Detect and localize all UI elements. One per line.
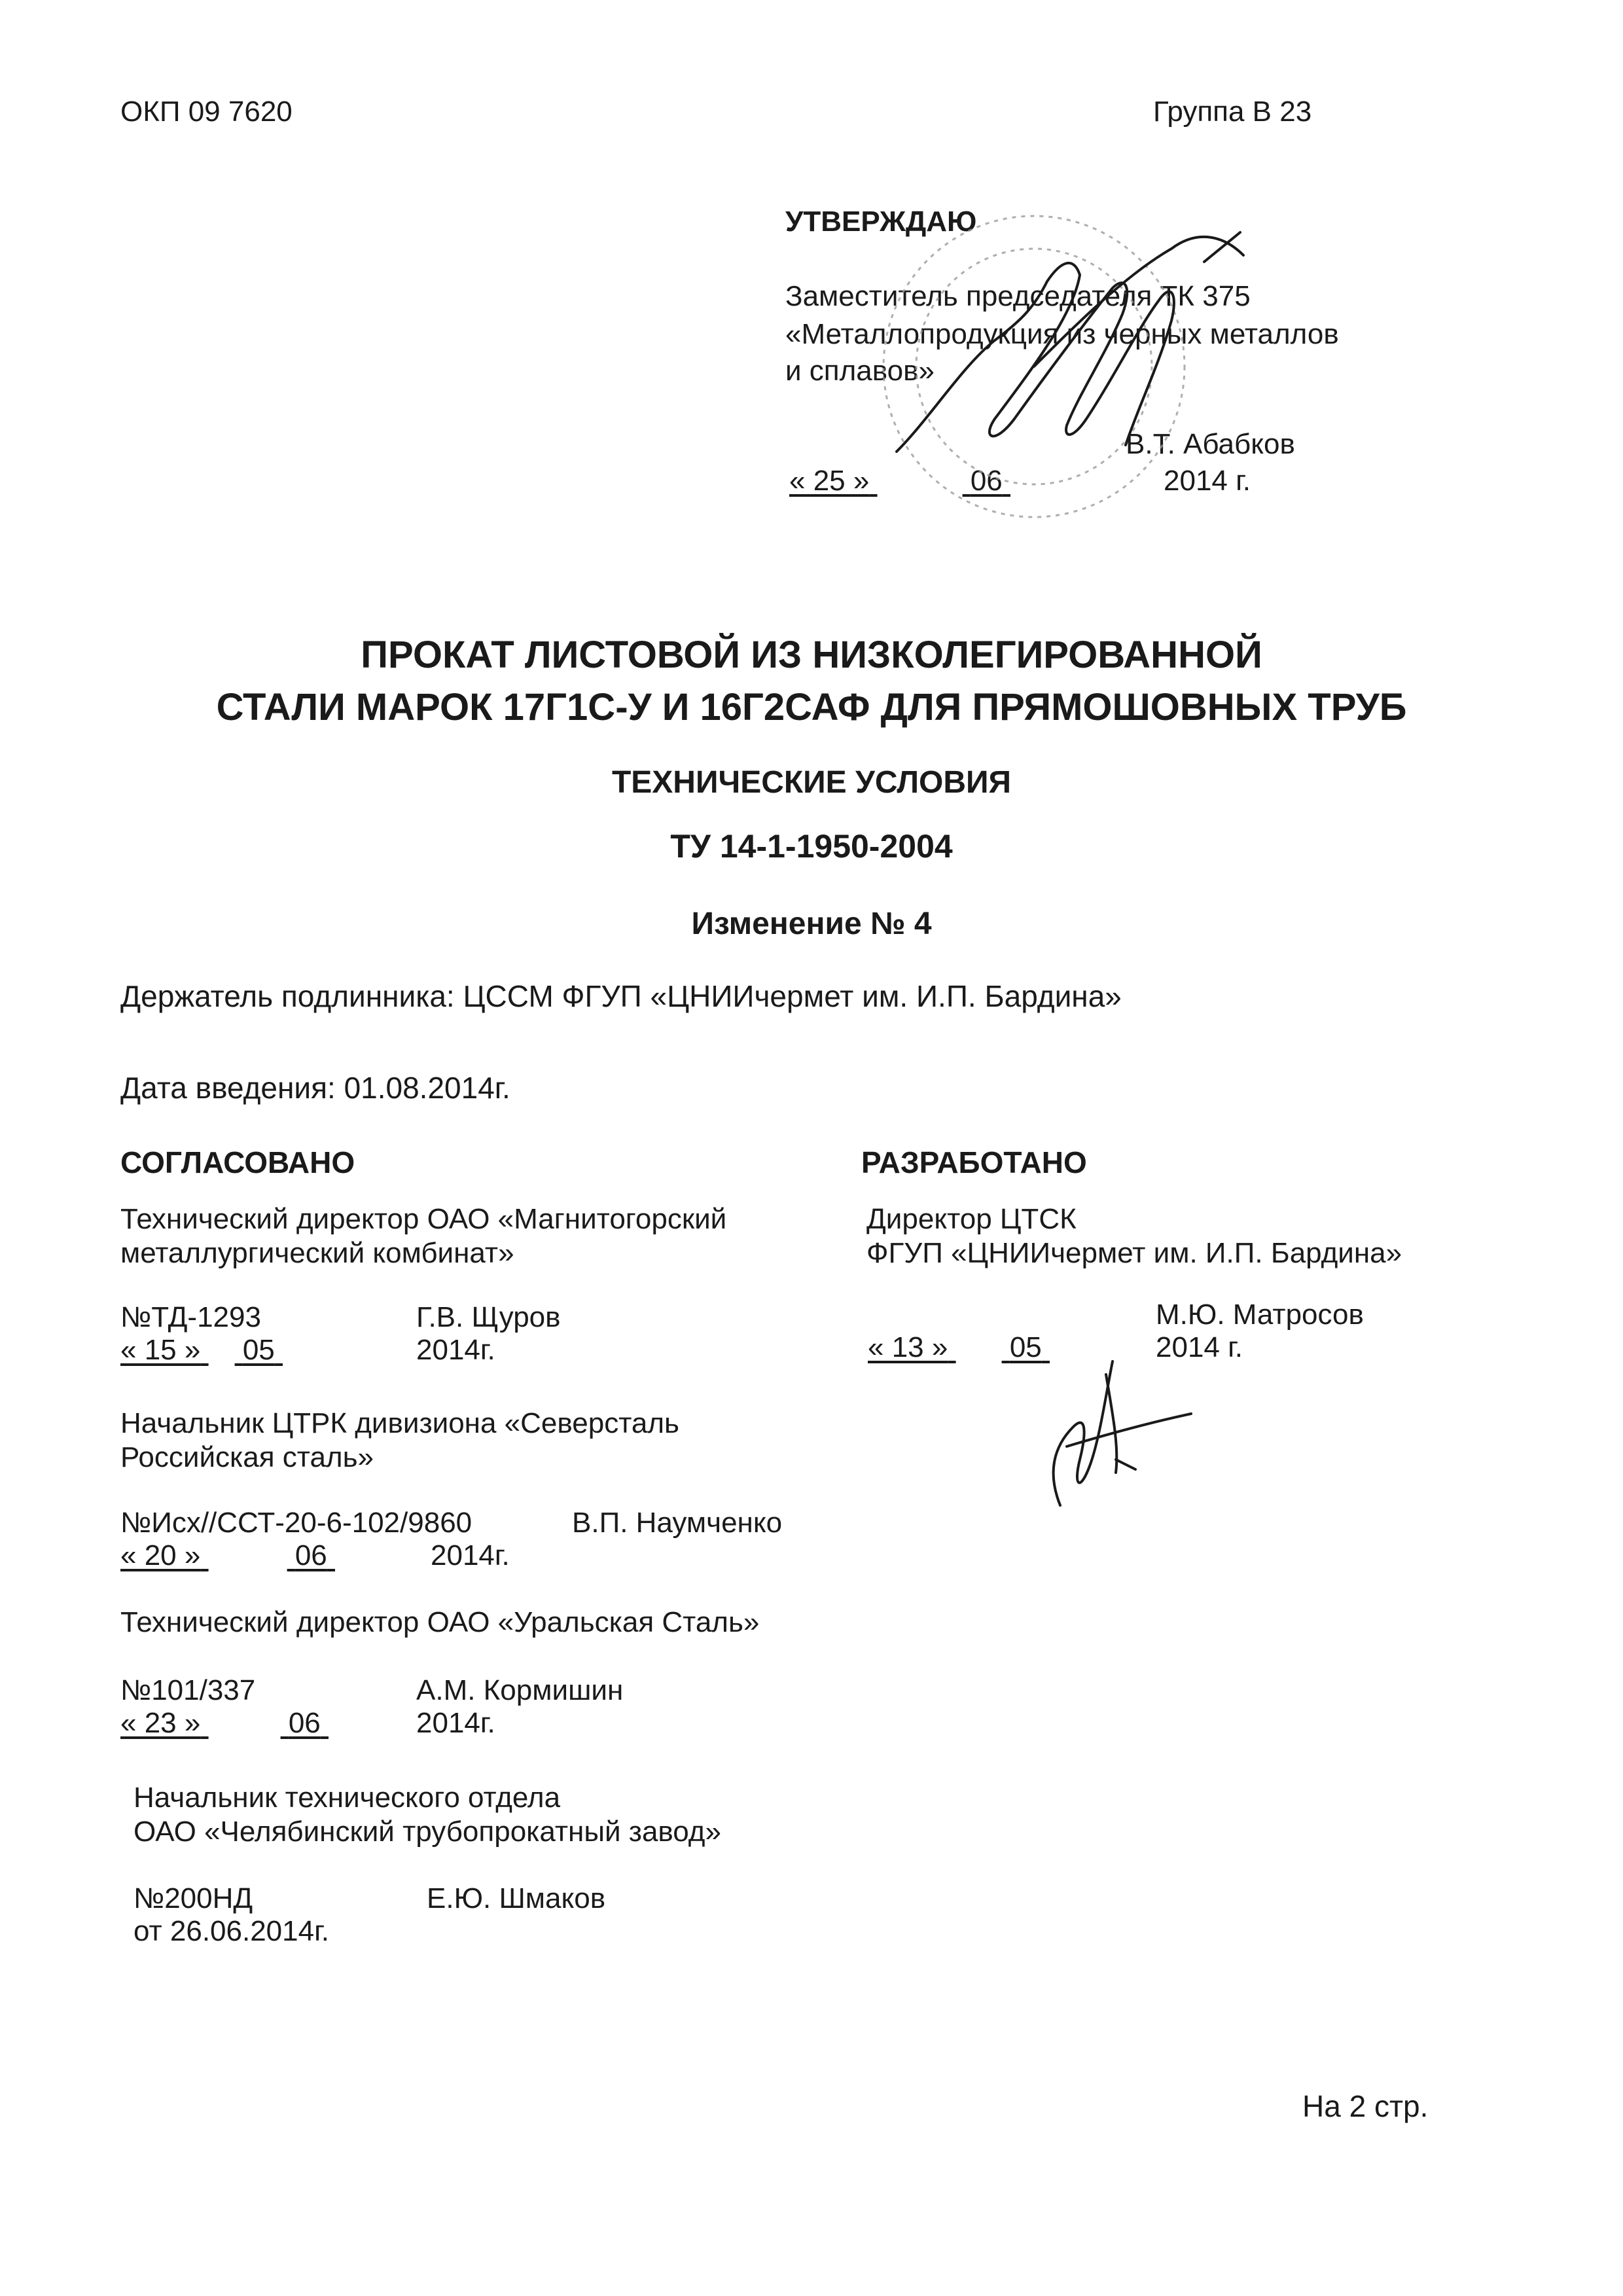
agreed-3-position-line-1: Технический директор ОАО «Уральская Сталь»: [120, 1606, 760, 1638]
developed-date-month: 05: [1009, 1331, 1042, 1363]
agreed-2-date-day: « 20 »: [120, 1539, 201, 1571]
developed-date-line: [868, 1330, 1156, 1365]
agreed-2-date-line: [120, 1538, 429, 1573]
document-title-line-1: ПРОКАТ ЛИСТОВОЙ ИЗ НИЗКОЛЕГИРОВАННОЙ: [361, 634, 1262, 676]
agreed-2-ref: №Исх//ССТ-20-6-102/9860: [120, 1507, 473, 1539]
agreed-1-date-day: « 15 »: [120, 1334, 201, 1366]
agreed-1-date-year: 2014г.: [416, 1334, 495, 1366]
agreed-2-date-month: 06: [294, 1539, 327, 1571]
effective-date: Дата введения: 01.08.2014г.: [120, 1071, 510, 1105]
document-subtitle: ТЕХНИЧЕСКИЕ УСЛОВИЯ: [611, 765, 1012, 800]
okp-code: ОКП 09 7620: [120, 96, 293, 128]
agreed-4-name: Е.Ю. Шмаков: [427, 1882, 606, 1914]
approval-date-line: [789, 463, 1149, 499]
original-holder: Держатель подлинника: ЦССМ ФГУП «ЦНИИчермет им. И.П. Бардина»: [120, 979, 1122, 1013]
developed-date-day: « 13 »: [868, 1331, 948, 1363]
agreed-2-name: В.П. Наумченко: [572, 1507, 783, 1539]
developed-position-line-1: Директор ЦТСК: [866, 1203, 1077, 1235]
agreed-1-name: Г.В. Щуров: [416, 1301, 561, 1333]
developed-name: М.Ю. Матросов: [1156, 1299, 1364, 1331]
agreed-4-ref: №200НД: [134, 1882, 253, 1914]
agreed-1-ref: №ТД-1293: [120, 1301, 261, 1333]
agreed-3-name: А.М. Кормишин: [416, 1674, 624, 1706]
agreed-1-position-line-2: металлургический комбинат»: [120, 1237, 514, 1269]
approval-position-line-2: «Металлопродукция из черных металлов: [785, 318, 1339, 350]
approval-date-year: 2014 г.: [1164, 465, 1251, 497]
agreed-3-date-month: 06: [288, 1707, 321, 1739]
agreed-heading: СОГЛАСОВАНО: [120, 1145, 355, 1179]
agreed-2-date-year: 2014г.: [431, 1539, 510, 1571]
approval-heading: УТВЕРЖДАЮ: [785, 206, 977, 238]
agreed-1-date-month: 05: [242, 1334, 275, 1366]
group-code: Группа В 23: [1153, 96, 1312, 128]
approval-position-line-1: Заместитель председателя ТК 375: [785, 280, 1251, 312]
agreed-2-position-line-2: Российская сталь»: [120, 1441, 374, 1473]
agreed-2-position-line-1: Начальник ЦТРК дивизиона «Северсталь: [120, 1407, 679, 1439]
developed-heading: РАЗРАБОТАНО: [861, 1145, 1087, 1179]
agreed-4-position-line-1: Начальник технического отдела: [134, 1782, 561, 1814]
agreed-3-date-day: « 23 »: [120, 1707, 201, 1739]
approval-position-line-3: и сплавов»: [785, 355, 935, 387]
agreed-3-date-line: [120, 1706, 415, 1741]
developer-signature: [1054, 1361, 1191, 1505]
document-number: ТУ 14-1-1950-2004: [670, 828, 953, 865]
agreed-1-position-line-1: Технический директор ОАО «Магнитогорский: [120, 1203, 727, 1235]
change-number: Изменение № 4: [691, 906, 932, 941]
agreed-3-ref: №101/337: [120, 1674, 256, 1706]
agreed-4-date: от 26.06.2014г.: [134, 1915, 329, 1947]
developed-date-year: 2014 г.: [1156, 1331, 1243, 1363]
document-title-line-2: СТАЛИ МАРОК 17Г1С-У И 16Г2САФ ДЛЯ ПРЯМОШОВНЫХ ТРУБ: [216, 686, 1407, 728]
approval-date-day: « 25 »: [789, 465, 870, 497]
developed-position-line-2: ФГУП «ЦНИИчермет им. И.П. Бардина»: [866, 1237, 1402, 1269]
approval-signatory: В.Т. Абабков: [1126, 428, 1295, 460]
page-count: На 2 стр.: [1302, 2089, 1429, 2123]
agreed-1-date-line: [120, 1333, 415, 1368]
agreed-3-date-year: 2014г.: [416, 1707, 495, 1739]
agreed-4-position-line-2: ОАО «Челябинский трубопрокатный завод»: [134, 1816, 721, 1848]
approval-date-month: 06: [970, 465, 1003, 497]
